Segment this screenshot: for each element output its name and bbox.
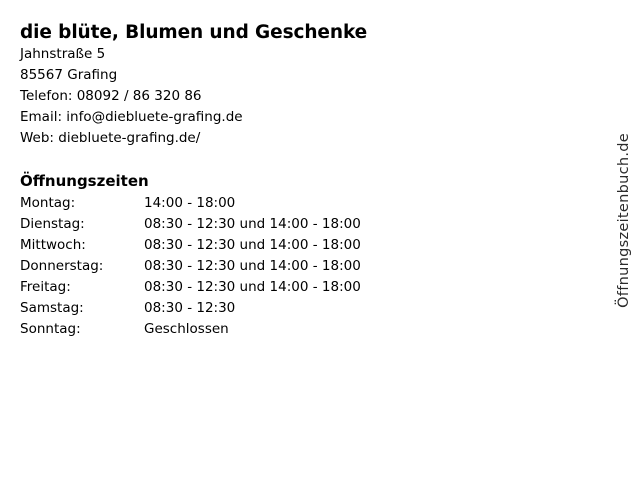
day-label: Mittwoch: xyxy=(20,237,86,253)
time-value: Geschlossen xyxy=(144,321,229,337)
website-line: Web: diebluete-grafing.de/ xyxy=(20,130,201,146)
phone-line: Telefon: 08092 / 86 320 86 xyxy=(20,88,202,104)
table-row xyxy=(20,277,464,298)
table-row xyxy=(20,319,464,340)
day-label: Freitag: xyxy=(20,279,71,295)
time-value: 08:30 - 12:30 und 14:00 - 18:00 xyxy=(144,258,361,274)
day-label: Samstag: xyxy=(20,300,84,316)
time-value: 08:30 - 12:30 und 14:00 - 18:00 xyxy=(144,216,361,232)
address-block xyxy=(20,44,243,149)
page-title: die blüte, Blumen und Geschenke xyxy=(20,22,368,44)
time-value: 14:00 - 18:00 xyxy=(144,195,236,211)
address-city: 85567 Grafing xyxy=(20,67,118,83)
address-street: Jahnstraße 5 xyxy=(20,46,106,62)
table-row xyxy=(20,214,464,235)
time-value: 08:30 - 12:30 xyxy=(144,300,236,316)
email-line: Email: info@diebluete-grafing.de xyxy=(20,109,243,125)
table-row xyxy=(20,256,464,277)
day-label: Donnerstag: xyxy=(20,258,104,274)
opening-hours-heading: Öffnungszeiten xyxy=(20,172,149,191)
time-value: 08:30 - 12:30 und 14:00 - 18:00 xyxy=(144,237,361,253)
day-label: Dienstag: xyxy=(20,216,85,232)
table-row xyxy=(20,193,464,214)
table-row xyxy=(20,298,464,319)
time-value: 08:30 - 12:30 und 14:00 - 18:00 xyxy=(144,279,361,295)
table-row xyxy=(20,235,464,256)
watermark-label: Öffnungszeitenbuch.de xyxy=(616,133,632,308)
day-label: Montag: xyxy=(20,195,76,211)
opening-hours-table xyxy=(20,193,464,340)
day-label: Sonntag: xyxy=(20,321,81,337)
